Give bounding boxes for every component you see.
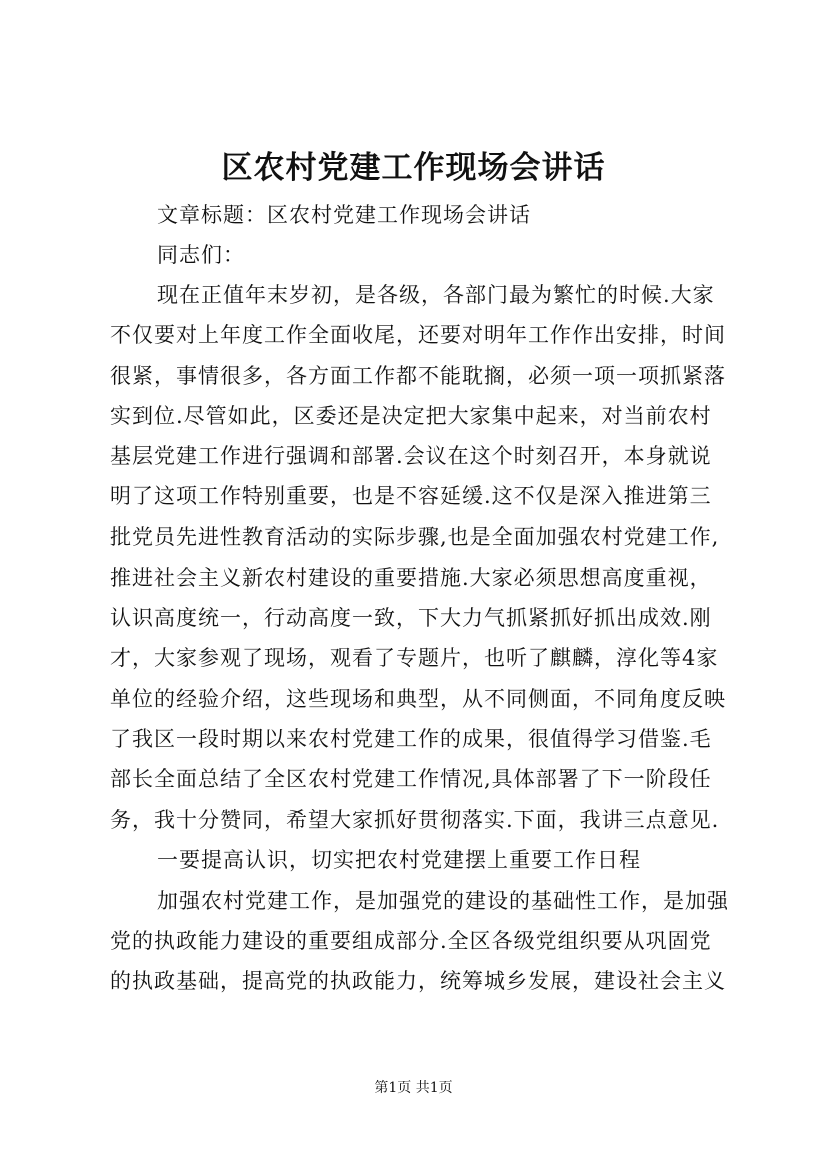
body-line: 实到位.尽管如此，区委还是决定把大家集中起来，对当前农村 [110, 404, 712, 428]
document-title: 区农村党建工作现场会讲话 [221, 150, 606, 186]
body-line: 明了这项工作特别重要，也是不容延缓.这不仅是深入推进第三 [110, 484, 712, 508]
body-line: 推进社会主义新农村建设的重要措施.大家必须思想高度重视， [110, 566, 712, 590]
body-line: 部长全面总结了全区农村党建工作情况,具体部署了下一阶段任 [110, 767, 712, 791]
body-line: 批党员先进性教育活动的实际步骤,也是全面加强农村党建工作, [110, 525, 720, 549]
body-line: 一要提高认识，切实把农村党建摆上重要工作日程 [157, 848, 641, 872]
body-line: 党的执政能力建设的重要组成部分.全区各级党组织要从巩固党 [110, 929, 712, 953]
body-line: 才，大家参观了现场，观看了专题片，也听了麒麟，淳化等4家 [110, 646, 719, 670]
body-line: 很紧，事情很多，各方面工作都不能耽搁，必须一项一项抓紧落 [110, 364, 726, 388]
body-line: 同志们： [157, 243, 245, 267]
body-line: 务，我十分赞同，希望大家抓好贯彻落实.下面，我讲三点意见. [110, 808, 720, 832]
body-line: 了我区一段时期以来农村党建工作的成果，很值得学习借鉴.毛 [110, 727, 712, 751]
body-line: 不仅要对上年度工作全面收尾，还要对明年工作作出安排，时间 [110, 323, 726, 347]
body-line: 单位的经验介绍，这些现场和典型，从不同侧面，不同角度反映 [110, 687, 726, 711]
body-line: 现在正值年末岁初，是各级，各部门最为繁忙的时候.大家 [157, 283, 715, 307]
body-line: 基层党建工作进行强调和部署.会议在这个时刻召开，本身就说 [110, 444, 712, 468]
body-line: 文章标题：区农村党建工作现场会讲话 [157, 203, 531, 227]
body-line: 的执政基础，提高党的执政能力，统筹城乡发展，建设社会主义 [110, 969, 726, 993]
page-footer: 第1页 共1页 [374, 1080, 453, 1096]
body-line: 认识高度统一，行动高度一致，下大力气抓紧抓好抓出成效.刚 [110, 606, 712, 630]
body-line: 加强农村党建工作，是加强党的建设的基础性工作，是加强 [157, 889, 729, 913]
